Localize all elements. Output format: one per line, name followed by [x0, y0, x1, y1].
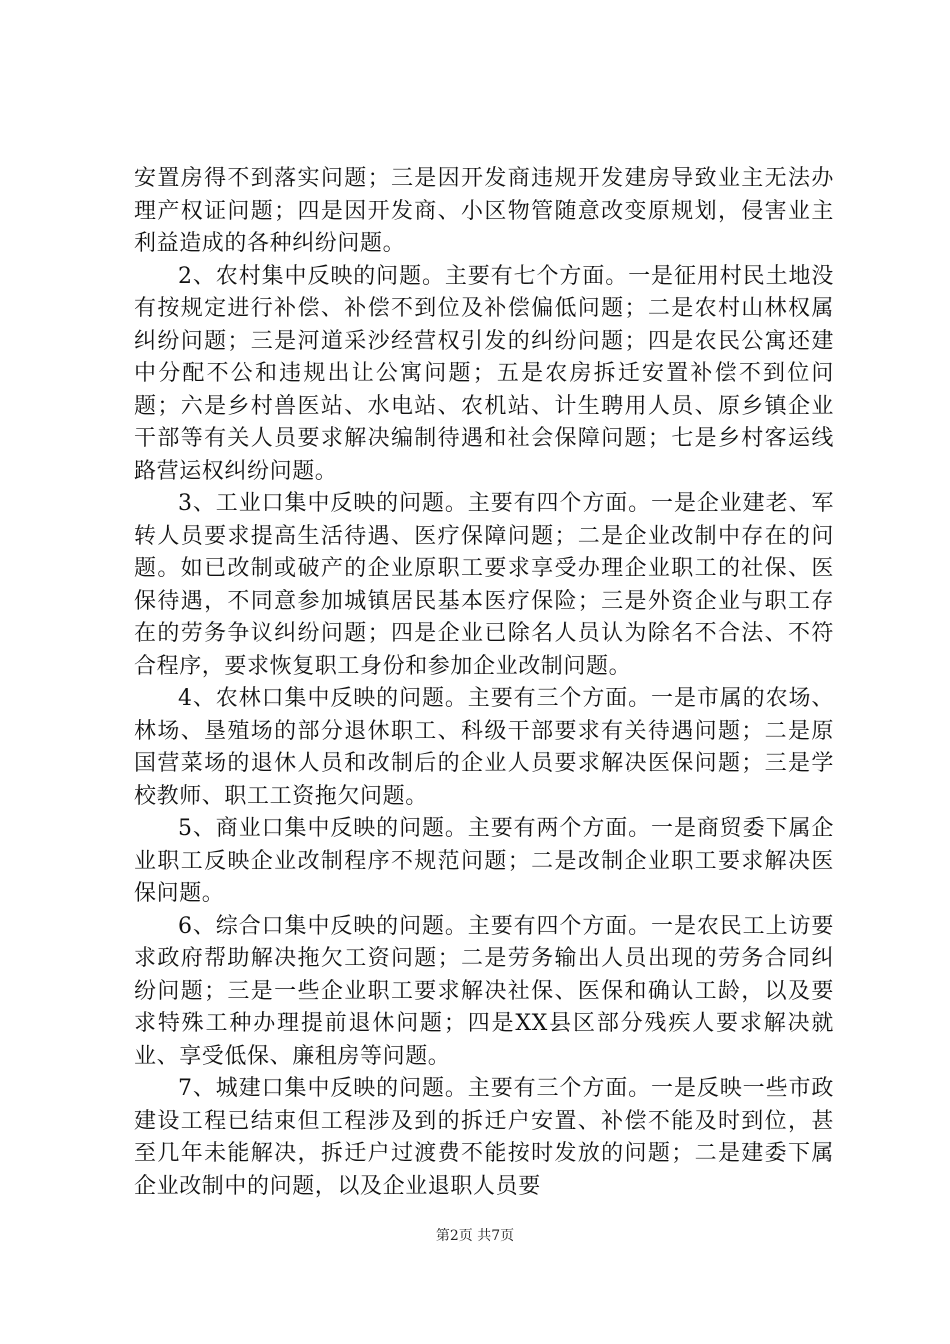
paragraph-6: 6、综合口集中反映的问题。主要有四个方面。一是农民工上访要求政府帮助解决拖欠工资问题；二是劳务输出人员出现的劳务合同纠纷问题；三是一些企业职工要求解决社保、医保和确认工龄，以及要求特殊工种办理提前退休问题；四是XX县区部分残疾人要求解决就业、享受低保、廉租房等问题。 [134, 913, 834, 1069]
page-footer [0, 1226, 950, 1246]
paragraph-2: 2、农村集中反映的问题。主要有七个方面。一是征用村民土地没有按规定进行补偿、补偿不到位及补偿偏低问题；二是农村山林权属纠纷问题；三是河道采沙经营权引发的纠纷问题；四是农民公寓还建中分配不公和违规出让公寓问题；五是农房拆迁安置补偿不到位问题；六是乡村兽医站、水电站、农机站、计生聘用人员、原乡镇企业干部等有关人员要求解决编制待遇和社会保障问题；七是乡村客运线路营运权纠纷问题。 [134, 263, 834, 484]
paragraph-1: 安置房得不到落实问题；三是因开发商违规开发建房导致业主无法办理产权证问题；四是因开发商、小区物管随意改变原规划，侵害业主利益造成的各种纠纷问题。 [134, 166, 834, 256]
body-text [134, 163, 834, 1203]
paragraph-4: 4、农林口集中反映的问题。主要有三个方面。一是市属的农场、林场、垦殖场的部分退休职工、科级干部要求有关待遇问题；二是原国营菜场的退休人员和改制后的企业人员要求解决医保问题；三是学校教师、职工工资拖欠问题。 [134, 686, 834, 809]
paragraph-3: 3、工业口集中反映的问题。主要有四个方面。一是企业建老、军转人员要求提高生活待遇、医疗保障问题；二是企业改制中存在的问题。如已改制或破产的企业原职工要求享受办理企业职工的社保、医保待遇，不同意参加城镇居民基本医疗保险；三是外资企业与职工存在的劳务争议纠纷问题；四是企业已除名人员认为除名不合法、不符合程序，要求恢复职工身份和参加企业改制问题。 [134, 491, 834, 679]
paragraph-7: 7、城建口集中反映的问题。主要有三个方面。一是反映一些市政建设工程已结束但工程涉及到的拆迁户安置、补偿不能及时到位，甚至几年未能解决，拆迁户过渡费不能按时发放的问题；二是建委下属企业改制中的问题，以及企业退职人员要 [134, 1076, 834, 1199]
page-number-label: 第2页 共7页 [435, 1228, 515, 1244]
paragraph-5: 5、商业口集中反映的问题。主要有两个方面。一是商贸委下属企业职工反映企业改制程序不规范问题；二是改制企业职工要求解决医保问题。 [134, 816, 834, 906]
